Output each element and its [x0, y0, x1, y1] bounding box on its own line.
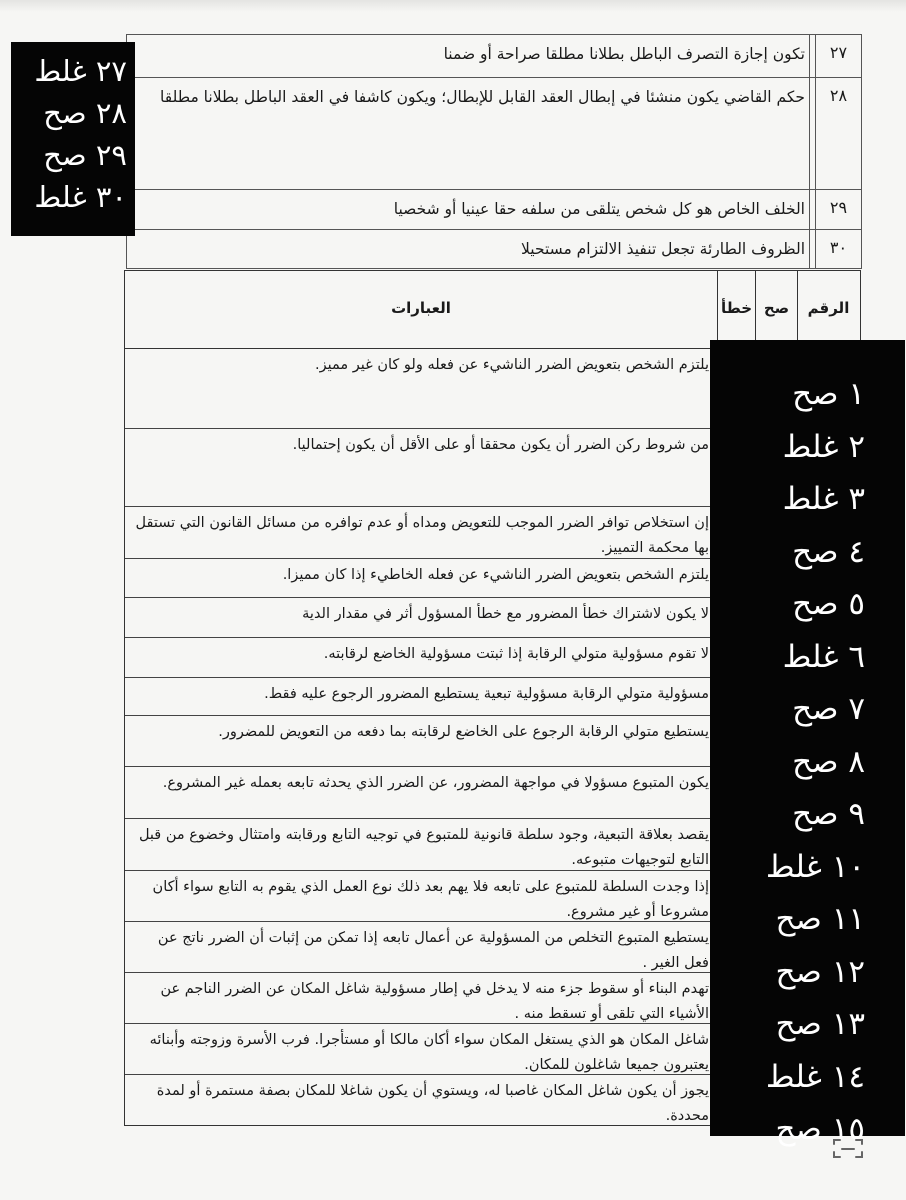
table-row: لا يكون لاشتراك خطأ المضرور مع خطأ المسؤول أثر في مقدار الدية [125, 598, 715, 638]
answer-item: ٢٩ صح [43, 138, 127, 172]
table-row [126, 229, 862, 269]
table-row [126, 189, 862, 229]
table-row: مسؤولية متولي الرقابة مسؤولية تبعية يستطيع المضرور الرجوع عليه فقط. [125, 678, 715, 716]
answer-item: ١٢ صح [775, 953, 865, 990]
answer-item: ٤ صح [792, 533, 865, 570]
answer-item: ٢٧ غلط [34, 54, 127, 88]
answers-overlay-top [11, 42, 135, 236]
table-row: تهدم البناء أو سقوط جزء منه لا يدخل في إطار مسؤولية شاغل المكان عن الضرر الناجم عن الأشياء التي تلقى أو تسقط منه . [125, 973, 715, 1024]
table-row: لا تقوم مسؤولية متولي الرقابة إذا ثبتت مسؤولية الخاضع لرقابته. [125, 638, 715, 678]
header-statements: العبارات [391, 299, 451, 317]
answer-item: ٢ غلط [782, 428, 865, 465]
row-number: ٣٠ [815, 230, 861, 268]
answer-item: ٣ غلط [782, 481, 865, 517]
table-row: يستطيع متولي الرقابة الرجوع على الخاضع لرقابته بما دفعه من التعويض للمضرور. [125, 716, 715, 767]
table-row [126, 34, 862, 77]
table-row: إن استخلاص توافر الضرر الموجب للتعويض ومداه أو عدم توافره من مسائل القانون التي تستقل بها محكمة التمييز. [125, 507, 715, 559]
table-row: يجوز أن يكون شاغل المكان غاصبا له، ويستوي أن يكون شاغلا للمكان بصفة مستمرة أو لمدة محددة. [156, 1083, 709, 1124]
top-shadow-strip [0, 0, 906, 12]
table-row: يلتزم الشخص بتعويض الضرر الناشيء عن فعله ولو كان غير مميز. [125, 349, 715, 429]
row-number: ٢٩ [815, 190, 861, 229]
row-number: ٢٨ [815, 78, 861, 189]
table-row: يقصد بعلاقة التبعية، وجود سلطة قانونية للمتبوع في توجيه التابع ورقابته وامتثال وخضوع من قبل التابع لتوجيهات متبوعه. [125, 819, 715, 871]
answer-item: ٨ صح [792, 743, 865, 780]
answer-item: ٩ صح [792, 796, 865, 832]
header-false: خطأ [717, 271, 755, 349]
answer-item: ١٣ صح [775, 1006, 865, 1042]
answer-item: ١١ صح [775, 901, 865, 937]
statement-text: حكم القاضي يكون منشئا في إبطال العقد القابل للإبطال؛ ويكون كاشفا في العقد الباطل بطلانا مطلقا [160, 88, 805, 106]
answer-item: ٢٨ صح [43, 96, 127, 130]
answer-item: ٧ صح [792, 691, 865, 727]
answer-item: ١ صح [792, 376, 865, 412]
answer-item: ١٥ صح [775, 1111, 865, 1147]
statement-text: الخلف الخاص هو كل شخص يتلقى من سلفه حقا عينيا أو شخصيا [393, 200, 805, 218]
table-row: يلتزم الشخص بتعويض الضرر الناشيء عن فعله الخاطيء إذا كان مميزا. [125, 559, 715, 598]
statement-text: الظروف الطارئة تجعل تنفيذ الالتزام مستحيلا [521, 240, 805, 258]
table-row: إذا وجدت السلطة للمتبوع على تابعه فلا يهم بعد ذلك نوع العمل الذي يقوم به التابع سواء أكان مشروعا أو غير مشروع. [125, 871, 715, 922]
table-row: من شروط ركن الضرر أن يكون محققا أو على الأقل أن يكون إحتماليا. [125, 429, 715, 507]
header-true: صح [755, 271, 797, 349]
table-header [125, 271, 859, 349]
table-row [126, 77, 862, 189]
table-body [125, 349, 715, 1125]
answers-overlay-main [710, 340, 905, 1147]
answer-item: ١٠ غلط [765, 848, 865, 885]
table-row: شاغل المكان هو الذي يستغل المكان سواء أكان مالكا أو مستأجرا. فرب الأسرة وزوجته وأبنائه يعتبرون جميعا شاغلون للمكان. [125, 1024, 715, 1075]
statement-text: تكون إجازة التصرف الباطل بطلانا مطلقا صراحة أو ضمنا [443, 45, 805, 63]
answer-item: ٦ غلط [782, 638, 865, 675]
answer-item: ٥ صح [792, 586, 865, 622]
top-questions-table [126, 34, 862, 258]
answer-item: ١٤ غلط [765, 1058, 865, 1095]
row-number: ٢٧ [815, 35, 861, 77]
header-number: الرقم [797, 271, 859, 349]
answer-item: ٣٠ غلط [34, 180, 127, 214]
crop-icon[interactable] [830, 1138, 866, 1160]
table-row: يستطيع المتبوع التخلص من المسؤولية عن أعمال تابعه إذا تمكن من إثبات أن الضرر ناتج عن فعل الغير . [125, 922, 715, 973]
table-row: يكون المتبوع مسؤولا في مواجهة المضرور، عن الضرر الذي يحدثه تابعه بعمله غير المشروع. [125, 767, 715, 819]
